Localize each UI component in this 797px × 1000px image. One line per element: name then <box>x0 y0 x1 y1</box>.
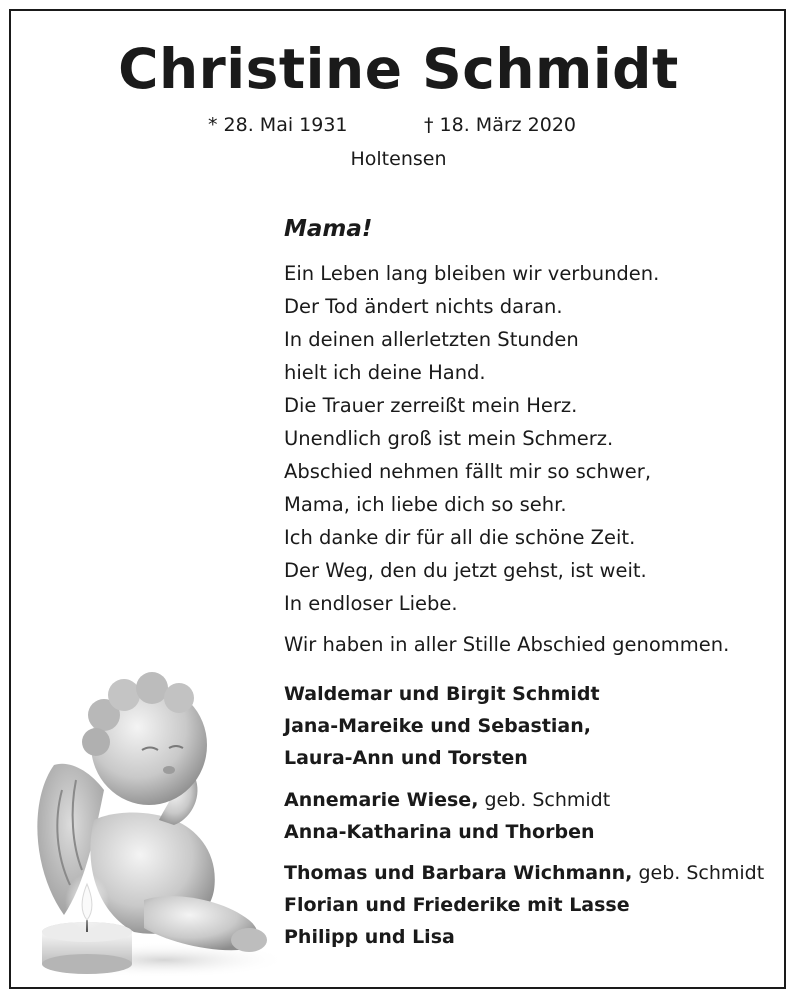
poem-line: Die Trauer zerreißt mein Herz. <box>284 394 578 417</box>
mourner-line <box>284 784 610 816</box>
mourner-line: Philipp und Lisa <box>284 926 455 948</box>
mourner-line <box>284 857 764 889</box>
poem-line: hielt ich deine Hand. <box>284 361 486 384</box>
mourner-line: Waldemar und Birgit Schmidt <box>284 683 600 705</box>
deceased-name: Christine Schmidt <box>118 37 679 101</box>
mourners-group-3 <box>284 857 764 953</box>
poem <box>284 257 659 620</box>
poem-line: In deinen allerletzten Stunden <box>284 328 579 351</box>
poem-line: Ein Leben lang bleiben wir verbunden. <box>284 262 660 285</box>
poem-line: Der Weg, den du jetzt gehst, ist weit. <box>284 559 647 582</box>
poem-line: Unendlich groß ist mein Schmerz. <box>284 427 614 450</box>
closing-statement: Wir haben in aller Stille Abschied genommen. <box>284 633 730 656</box>
cherub-angel-image <box>24 670 284 980</box>
mourner-name: Annemarie Wiese, <box>284 789 479 811</box>
poem-line: Mama, ich liebe dich so sehr. <box>284 493 567 516</box>
poem-heading: Mama! <box>284 216 373 242</box>
maiden-name-note: geb. Schmidt <box>632 862 765 884</box>
poem-line: Der Tod ändert nichts daran. <box>284 295 563 318</box>
death-date: † 18. März 2020 <box>424 114 577 136</box>
mourner-line: Laura-Ann und Torsten <box>284 747 528 769</box>
poem-line: Ich danke dir für all die schöne Zeit. <box>284 526 636 549</box>
poem-line: Abschied nehmen fällt mir so schwer, <box>284 460 652 483</box>
mourner-name: Thomas und Barbara Wichmann, <box>284 862 633 884</box>
mourner-line: Anna-Katharina und Thorben <box>284 821 595 843</box>
maiden-name-note: geb. Schmidt <box>478 789 611 811</box>
poem-line: In endloser Liebe. <box>284 592 458 615</box>
mourners-group-2 <box>284 784 610 848</box>
mourner-line: Jana-Mareike und Sebastian, <box>284 715 591 737</box>
place-of-residence: Holtensen <box>350 148 447 170</box>
birth-date: * 28. Mai 1931 <box>208 114 348 136</box>
mourner-line: Florian und Friederike mit Lasse <box>284 894 630 916</box>
mourners-group-1 <box>284 678 600 774</box>
